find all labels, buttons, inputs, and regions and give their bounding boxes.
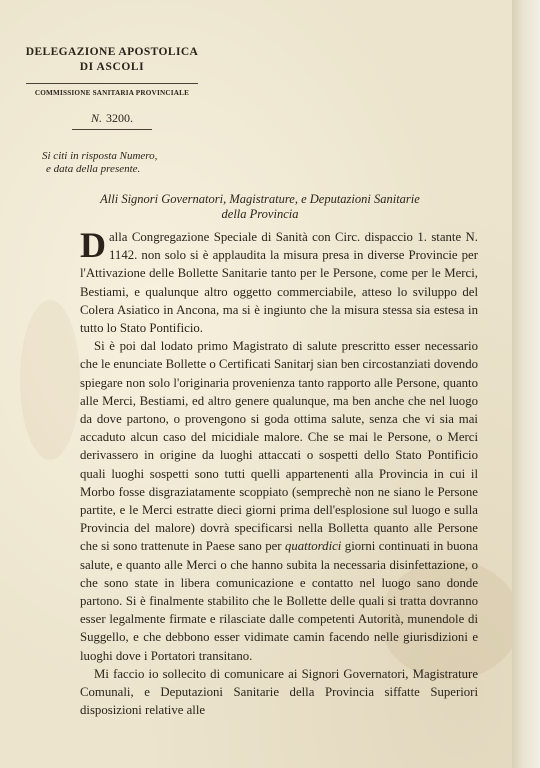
drop-cap: D: [80, 225, 106, 265]
addressee-line-1: Alli Signori Governatori, Magistrature, e Deputazioni Sanitarie: [100, 192, 420, 206]
citation-line-1: Si citi in risposta Numero,: [42, 150, 158, 162]
paragraph-3: [80, 665, 478, 720]
citation-line-2: e data della presente.: [46, 163, 141, 175]
underlying-page-edge: [512, 0, 540, 768]
paragraph-2-text-a: Si è poi dal lodato primo Magistrato di salute prescritto esser necessario che le enunciate Bollette o Certificati Sanitarj sian ben circostanziati dovendo spiegare non solo l'originaria provenienza tanto rapporto alle Persone, quanto alle Merci, Bestiami, ed altro genere qualunque, ma ben anche che nel luogo da dove partono, o provengono si goda ottima salute, senza che vi sia mai accaduto alcun caso del micidiale malore. Che se mai le Persone, o Merci derivassero in origine da luoghi attaccati o sospetti dello Stato Pontificio quali luoghi sospetti sono tutti quelli appartenenti alla Provincia in cui il Morbo fosse disgraziatamente scoppiato (semprechè non ne siano le Persone partite, e le Merci estratte dieci giorni prima dell'esplosione sul luogo e sulla Provincia del malore) dovrà specificarsi nella Bolletta quanto alle Persone che si sono trattenute in Paese sano per: [80, 339, 478, 554]
office-location: DI ASCOLI: [79, 61, 145, 73]
paragraph-1-text: alla Congregazione Speciale di Sanità con Circ. dispaccio 1. stante N. 1142. non solo si è applaudita la misura presa in diverse Provincie per l'Attivazione delle Bollette Sanitarie tanto per le Persone, come per le Merci, Bestiami, e qualunque altro oggetto commerciabile, atteso lo sviluppo del Colera Asiatico in Ancona, ma si è ingiunto che la misura stessa sia estesa in tutto lo Stato Pontificio.: [80, 230, 478, 336]
header-rule: [26, 83, 198, 84]
letterhead: [22, 46, 202, 130]
number-value: 3200.: [106, 111, 133, 125]
addressee-line-2: della Provincia: [221, 207, 299, 221]
paragraph-3-text: Mi faccio io sollecito di comunicare ai Signori Governatori, Magistrature Comunali, e Deputazioni Sanitarie della Provincia siffatte Superiori disposizioni relative alle: [80, 666, 478, 718]
number-label: N.: [90, 111, 102, 125]
number-underline: [72, 129, 152, 130]
office-title: DELEGAZIONE APOSTOLICA: [25, 46, 199, 58]
paragraph-2-italic: quattordici: [284, 539, 342, 554]
paragraph-2: [80, 337, 478, 665]
commission-name: COMMISSIONE SANITARIA PROVINCIALE: [34, 89, 190, 97]
paragraph-1: [80, 225, 478, 337]
protocol-number: [22, 111, 202, 126]
paper-stain: [20, 300, 80, 460]
addressee: [60, 192, 460, 222]
paragraph-2-text-b: giorni continuati in buona salute, e quanto alle Merci o che hanno subita la necessaria disinfettazione, o che sono state in libera comunicazione e contatto nel luogo sano donde partono. Si è finalmente stabilito che le Bollette delle quali si tratta dovranno esser legalmente firmate e rilasciate dalle competenti Autorità, munendole di Suggello, e che debbono esser vidimate camin facendo nelle giurisdizioni e luoghi dove i Portatori transitano.: [80, 539, 478, 663]
letter-body: [80, 225, 478, 719]
citation-note: [42, 150, 157, 176]
